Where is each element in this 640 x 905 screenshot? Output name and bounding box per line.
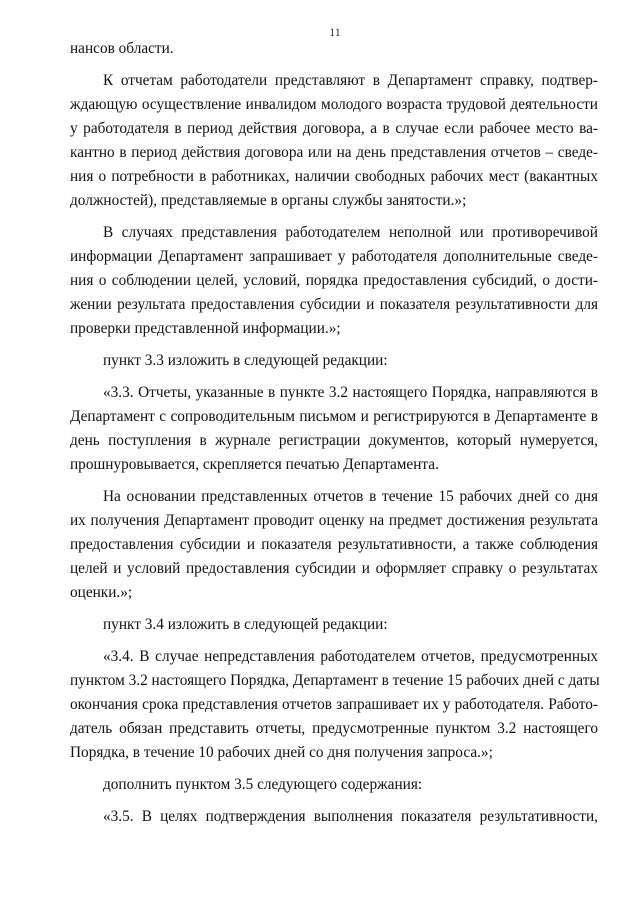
text-line: должностей), представляемые в органы службы занятости.»;	[70, 192, 467, 209]
text-line: их получения Департамент проводит оценку на предмет достижения результата	[70, 512, 598, 529]
paragraph-9	[70, 773, 598, 797]
text-line: «3.5. В целях подтверждения выполнения показателя результативности,	[103, 808, 598, 825]
paragraph-4	[70, 349, 598, 373]
text-line: ния о потребности в работниках, наличии свободных рабочих мест (вакантных	[70, 168, 598, 185]
text-line: «3.3. Отчеты, указанные в пункте 3.2 настоящего Порядка, направляются в	[103, 384, 598, 401]
text-line: Порядка, в течение 10 рабочих дней со дня получения запроса.»;	[70, 744, 493, 761]
text-line: пункт 3.3 изложить в следующей редакции:	[103, 352, 388, 369]
paragraph-7	[70, 613, 598, 637]
text-line: Департамент с сопроводительным письмом и регистрируются в Департаменте в	[70, 408, 598, 425]
text-line: целей и условий предоставления субсидии и оформляет справку о результатах	[70, 560, 598, 577]
text-line: В случаях представления работодателем неполной или противоречивой	[103, 224, 598, 241]
paragraph-5	[70, 381, 598, 477]
text-line: проверки представленной информации.»;	[70, 320, 341, 337]
text-line: нансов области.	[70, 40, 174, 57]
text-line: у работодателя в период действия договора, а в случае если рабочее место ва-	[70, 120, 598, 137]
text-line: жении результата предоставления субсидии и показателя результативности для	[70, 296, 598, 313]
text-line: информации Департамент запрашивает у работодателя дополнительные сведе-	[70, 248, 598, 265]
paragraph-8	[70, 645, 598, 765]
paragraph-3	[70, 221, 598, 341]
text-line: «3.4. В случае непредставления работодателем отчетов, предусмотренных	[103, 648, 598, 665]
paragraph-10	[70, 805, 598, 829]
paragraph-6	[70, 485, 598, 605]
text-line: датель обязан представить отчеты, предусмотренные пунктом 3.2 настоящего	[70, 720, 598, 737]
paragraph-1	[70, 37, 598, 61]
paragraph-2	[70, 69, 598, 213]
text-line: дополнить пунктом 3.5 следующего содержания:	[103, 776, 423, 793]
text-line: К отчетам работодатели представляют в Департамент справку, подтвер-	[103, 72, 598, 89]
text-line: ждающую осуществление инвалидом молодого возраста трудовой деятельности	[70, 96, 598, 113]
text-line: кантно в период действия договора или на день представления отчетов – сведе-	[70, 144, 598, 161]
text-line: пунктом 3.2 настоящего Порядка, Департамент в течение 15 рабочих дней с даты	[70, 672, 600, 689]
text-line: оценки.»;	[70, 584, 133, 601]
text-line: ния о соблюдении целей, условий, порядка предоставления субсидий, о дости-	[70, 272, 598, 289]
text-line: прошнуровывается, скрепляется печатью Департамента.	[70, 456, 439, 473]
page-number: 11	[329, 25, 341, 39]
text-line: день поступления в журнале регистрации документов, который нумеруется,	[70, 432, 598, 449]
document-body	[70, 37, 598, 837]
text-line: предоставления субсидии и показателя результативности, а также соблюдения	[70, 536, 598, 553]
text-line: окончания срока представления отчетов запрашивает их у работодателя. Работо-	[70, 696, 598, 713]
text-line: пункт 3.4 изложить в следующей редакции:	[103, 616, 388, 633]
text-line: На основании представленных отчетов в течение 15 рабочих дней со дня	[103, 488, 598, 505]
